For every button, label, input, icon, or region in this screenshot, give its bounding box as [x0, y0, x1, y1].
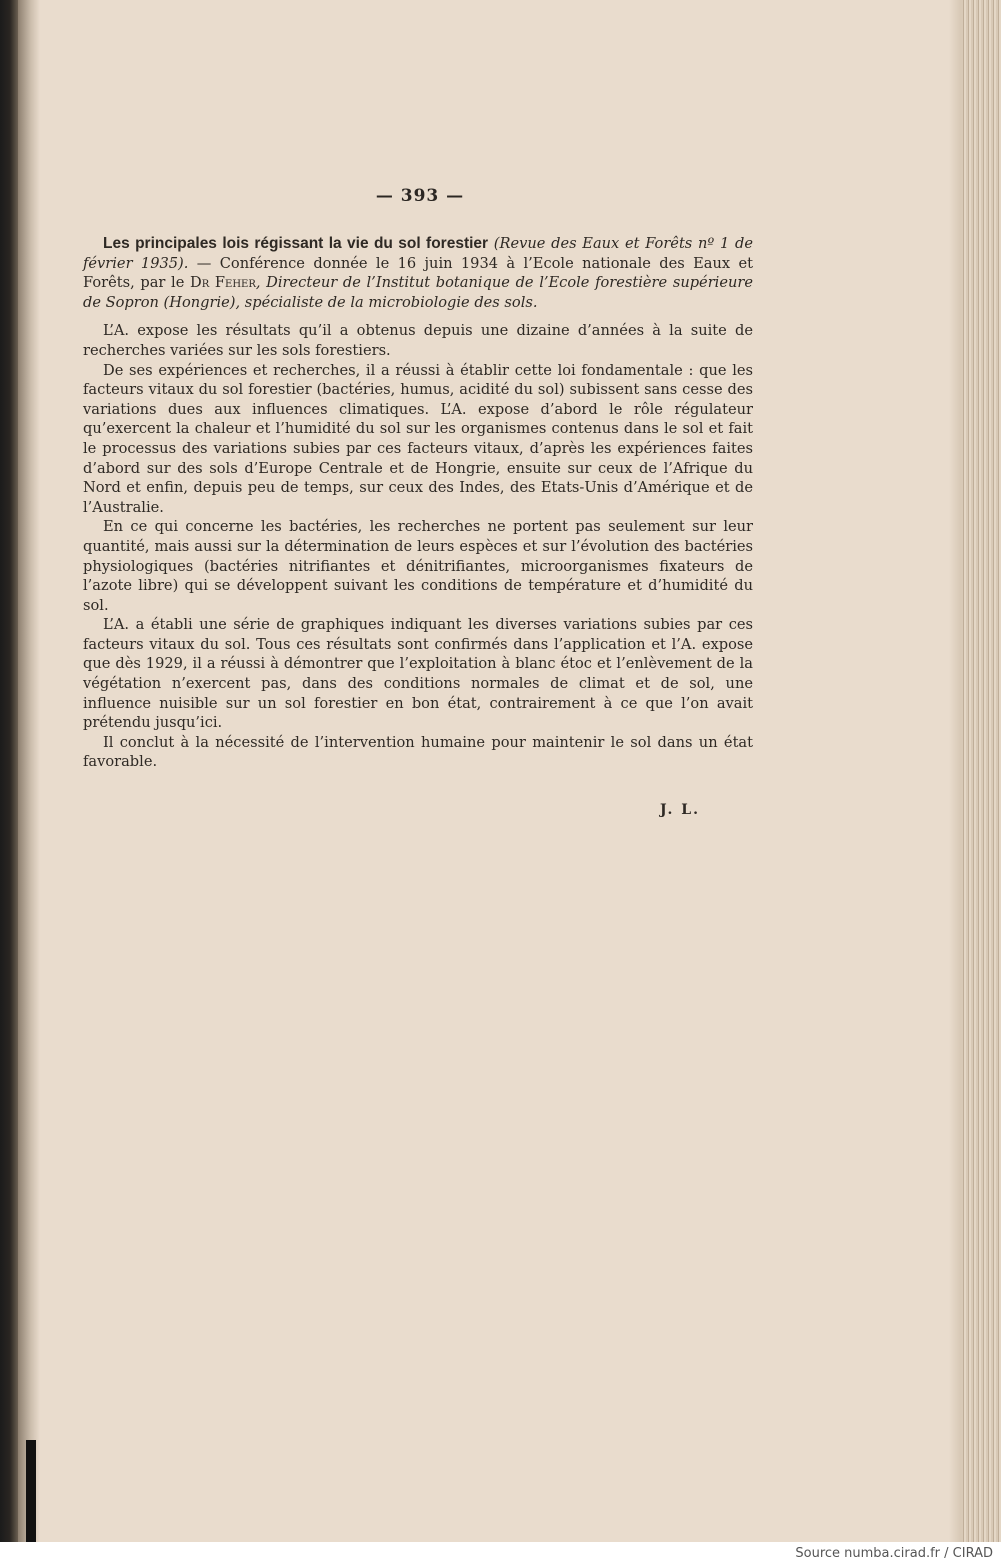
article-title: Les principales lois régissant la vie du sol forestier [103, 235, 489, 252]
page-stack-edges [961, 0, 1001, 1542]
speaker-name: Dr Feher [190, 274, 256, 292]
article-heading [83, 234, 753, 312]
paragraph: De ses expériences et recherches, il a réussi à établir cette loi fondamentale : que les facteurs vitaux du sol forestier (bactéries, humus, acidité du sol) subissent sans cesse des variations dues aux influences climatiques. L’A. expose d’abord le rôle régulateur qu’exercent la chaleur et l’humidité du sol sur les organismes contenus dans le sol et fait le processus des variations subies par ces facteurs vitaux, d’après les expériences faites d’abord sur des sols d’Europe Centrale et de Hongrie, ensuite sur ceux de l’Afrique du Nord et enfin, depuis peu de temps, sur ceux des Indes, des Etats-Unis d’Amérique et de l’Australie. [83, 361, 753, 516]
conference-text: — Conférence donnée le 16 juin 1934 à l’Ecole nationale des Eaux et Forêts, par le [83, 254, 753, 292]
page-edge-shade [949, 0, 961, 1542]
paragraph: En ce qui concerne les bactéries, les recherches ne portent pas seulement sur leur quantité, mais aussi sur la détermination de leurs espèces et sur l’évolution des bactéries physiologiques (bactéries nitrifiantes et dénitrifiantes, microorganismes fixateurs de l’azote libre) qui se développent suivant les conditions de température et d’humidité du sol. [83, 518, 753, 614]
speaker-role: , Directeur de l’Institut botanique de l’Ecole forestière supérieure de Sopron (Hongrie), spécialiste de la microbiologie des sols. [83, 274, 753, 311]
gutter-shadow [18, 0, 40, 1542]
paragraph: L’A. expose les résultats qu’il a obtenus depuis une dizaine d’années à la suite de recherches variées sur les sols forestiers. [83, 322, 753, 359]
article-body [83, 234, 753, 772]
bookmark-ribbon [26, 1440, 36, 1542]
source-credit: Source numba.cirad.fr / CIRAD [795, 1546, 993, 1561]
author-signature: J. L. [659, 802, 700, 818]
book-binding [0, 0, 18, 1542]
article-citation: (Revue des Eaux et Forêts nº 1 de février 1935). [83, 235, 753, 272]
paragraph: L’A. a établi une série de graphiques indiquant les diverses variations subies par ces facteurs vitaux du sol. Tous ces résultats sont confirmés dans l’application et l’A. expose que dès 1929, il a réussi à démontrer que l’exploitation à blanc étoc et l’enlèvement de la végétation n’exercent pas, dans des conditions normales de climat et de sol, une influence nuisible sur un sol forestier en bon état, contrairement à ce que l’on avait prétendu jusqu’ici. [83, 616, 753, 732]
paragraph: Il conclut à la nécessité de l’intervention humaine pour maintenir le sol dans un état favorable. [83, 733, 753, 771]
page-number: — 393 — [375, 186, 465, 206]
